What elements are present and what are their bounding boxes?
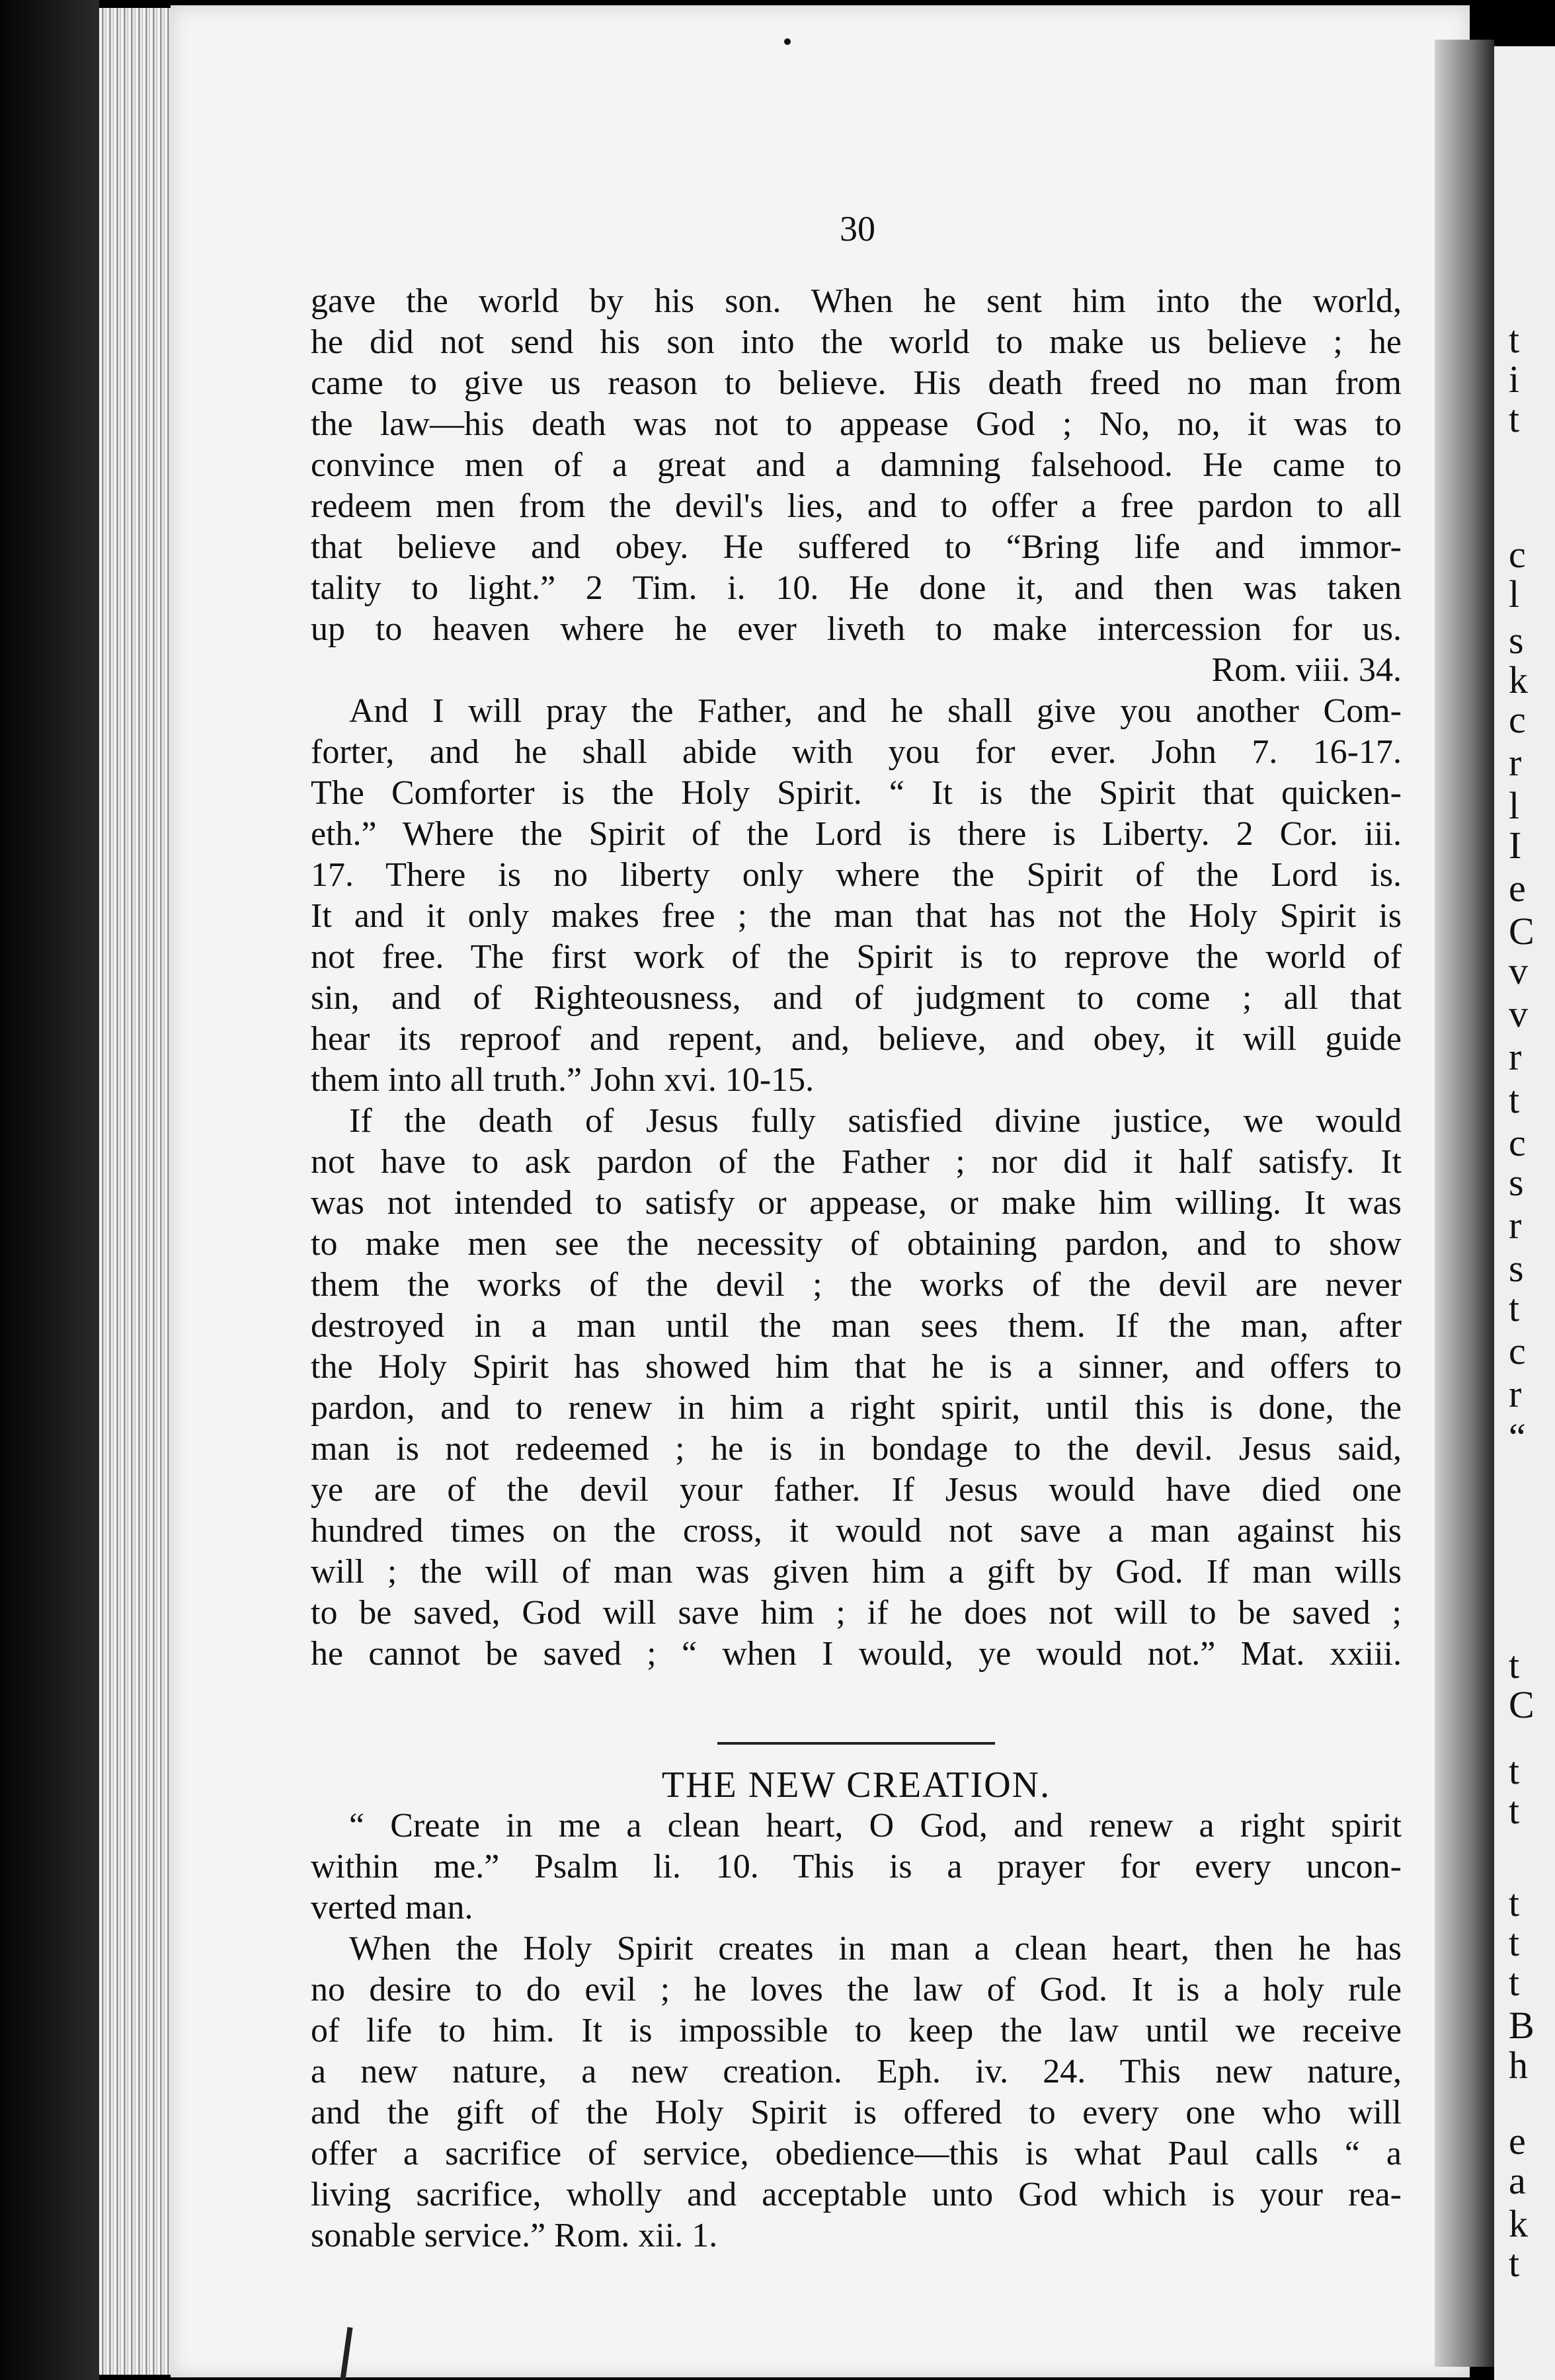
- facing-page-letter: “: [1509, 1415, 1526, 1458]
- facing-page-letter: t: [1509, 1882, 1520, 1924]
- facing-page-letter: r: [1509, 1204, 1522, 1247]
- facing-page-letter: l: [1509, 784, 1520, 827]
- text-line: no desire to do evil ; he loves the law of God. It is a holy rule: [311, 1971, 1402, 2008]
- text-line: ye are of the devil your father. If Jesus would have died one: [311, 1471, 1402, 1509]
- facing-page-letter: a: [1509, 2159, 1526, 2202]
- text-line: offer a sacrifice of service, obedience—this is what Paul calls “ a: [311, 2135, 1402, 2172]
- text-line: convince men of a great and a damning falsehood. He came to: [311, 446, 1402, 484]
- facing-page-letter: s: [1509, 1247, 1524, 1290]
- text-line: the Holy Spirit has showed him that he is a sinner, and offers to: [311, 1348, 1402, 1386]
- text-line: will ; the will of man was given him a gift by God. If man wills: [311, 1553, 1402, 1591]
- facing-page-letter: C: [1509, 1683, 1535, 1726]
- text-line: a new nature, a new creation. Eph. iv. 24. This new nature,: [311, 2053, 1402, 2090]
- scripture-reference: Rom. viii. 34.: [1211, 651, 1402, 689]
- text-line: he did not send his son into the world to make us believe ; he: [311, 323, 1402, 361]
- text-line: not have to ask pardon of the Father ; nor did it half satisfy. It: [311, 1143, 1402, 1181]
- text-line: living sacrifice, wholly and acceptable unto God which is your rea-: [311, 2176, 1402, 2213]
- facing-page-letter: c: [1509, 1329, 1526, 1372]
- facing-page-letter: C: [1509, 910, 1535, 953]
- text-line: and the gift of the Holy Spirit is offered to every one who will: [311, 2094, 1402, 2131]
- facing-page-letter: t: [1509, 1078, 1520, 1121]
- text-line: tality to light.” 2 Tim. i. 10. He done it, and then was taken: [311, 569, 1402, 607]
- facing-page-letter: t: [1509, 1921, 1520, 1964]
- text-line: came to give us reason to believe. His death freed no man from: [311, 364, 1402, 402]
- facing-page-letter: t: [1509, 1287, 1520, 1329]
- text-line: redeem men from the devil's lies, and to offer a free pardon to all: [311, 487, 1402, 525]
- text-line: sonable service.” Rom. xii. 1.: [311, 2217, 718, 2254]
- facing-page-letter: i: [1509, 358, 1520, 401]
- facing-page-letter: I: [1509, 824, 1522, 867]
- facing-page-letter: e: [1509, 2120, 1526, 2162]
- facing-page-letter: l: [1509, 573, 1520, 615]
- facing-page-letter: e: [1509, 867, 1526, 910]
- text-line: It and it only makes free ; the man that has not the Holy Spirit is: [311, 897, 1402, 935]
- text-line: eth.” Where the Spirit of the Lord is there is Liberty. 2 Cor. iii.: [311, 815, 1402, 853]
- facing-page-fragment: [1494, 46, 1555, 2380]
- text-line: When the Holy Spirit creates in man a clean heart, then he has: [349, 1930, 1402, 1967]
- facing-page-letter: t: [1509, 1961, 1520, 2004]
- text-line: gave the world by his son. When he sent him into the world,: [311, 282, 1402, 320]
- text-line: 17. There is no liberty only where the Spirit of the Lord is.: [311, 856, 1402, 894]
- text-line: “ Create in me a clean heart, O God, and renew a right spirit: [349, 1807, 1402, 1844]
- text-line: sin, and of Righteousness, and of judgment to come ; all that: [311, 979, 1402, 1017]
- text-line: them the works of the devil ; the works of the devil are never: [311, 1266, 1402, 1304]
- text-line: that believe and obey. He suffered to “Bring life and immor-: [311, 528, 1402, 566]
- facing-page-letter: r: [1509, 1035, 1522, 1078]
- facing-page-letter: t: [1509, 1789, 1520, 1832]
- facing-page-letter: h: [1509, 2043, 1528, 2086]
- page-number: 30: [840, 209, 875, 249]
- facing-page-letter: c: [1509, 533, 1526, 576]
- text-line: hear its reproof and repent, and, believe, and obey, it will guide: [311, 1020, 1402, 1058]
- text-line: up to heaven where he ever liveth to make intercession for us.: [311, 610, 1402, 648]
- text-line: to make men see the necessity of obtaining pardon, and to show: [311, 1225, 1402, 1263]
- facing-page-letter: r: [1509, 741, 1522, 784]
- text-line: destroyed in a man until the man sees them. If the man, after: [311, 1307, 1402, 1345]
- ink-speck: [784, 38, 791, 45]
- scan-dark-margin: [0, 0, 99, 2380]
- facing-page-letter: k: [1509, 2202, 1528, 2245]
- facing-page-letter: k: [1509, 658, 1528, 701]
- facing-page-letter: t: [1509, 2242, 1520, 2285]
- facing-page-letter: v: [1509, 949, 1528, 992]
- text-line: not free. The first work of the Spirit is to reprove the world of: [311, 938, 1402, 976]
- text-line: The Comforter is the Holy Spirit. “ It is the Spirit that quicken-: [311, 774, 1402, 812]
- facing-page-letter: s: [1509, 619, 1524, 662]
- book-gutter-shadow: [1435, 40, 1494, 2367]
- facing-page-letter: s: [1509, 1161, 1524, 1204]
- body-text: [311, 281, 1402, 2256]
- facing-page-letter: t: [1509, 397, 1520, 440]
- text-line: hundred times on the cross, it would not save a man against his: [311, 1512, 1402, 1550]
- text-line: to be saved, God will save him ; if he does not will to be saved ;: [311, 1594, 1402, 1632]
- text-line: he cannot be saved ; “ when I would, ye would not.” Mat. xxiii.: [311, 1635, 1402, 1673]
- section-spacing: [311, 1675, 1402, 1734]
- facing-page-letter: B: [1509, 2004, 1535, 2047]
- text-line: verted man.: [311, 1889, 473, 1926]
- facing-page-letter: t: [1509, 318, 1520, 361]
- section-heading: THE NEW CREATION.: [661, 1765, 1051, 1805]
- facing-page-letter: v: [1509, 992, 1528, 1035]
- text-line: man is not redeemed ; he is in bondage to the devil. Jesus said,: [311, 1430, 1402, 1468]
- book-page-edges: [99, 8, 172, 2375]
- text-line: of life to him. It is impossible to keep the law until we receive: [311, 2012, 1402, 2049]
- text-line: pardon, and to renew in him a right spirit, until this is done, the: [311, 1389, 1402, 1427]
- text-line: If the death of Jesus fully satisfied divine justice, we would: [349, 1102, 1402, 1140]
- facing-page-letter: t: [1509, 1644, 1520, 1686]
- facing-page-letter: c: [1509, 1121, 1526, 1164]
- facing-page-letter: t: [1509, 1749, 1520, 1792]
- section-divider: [717, 1742, 995, 1745]
- text-line: the law—his death was not to appease God ; No, no, it was to: [311, 405, 1402, 443]
- text-line: And I will pray the Father, and he shall give you another Com-: [349, 692, 1402, 730]
- text-line: forter, and he shall abide with you for ever. John 7. 16-17.: [311, 733, 1402, 771]
- facing-page-letter: r: [1509, 1372, 1522, 1415]
- text-line: within me.” Psalm li. 10. This is a prayer for every uncon-: [311, 1848, 1402, 1885]
- text-line: them into all truth.” John xvi. 10-15.: [311, 1061, 815, 1099]
- text-line: was not intended to satisfy or appease, or make him willing. It was: [311, 1184, 1402, 1222]
- facing-page-letter: c: [1509, 698, 1526, 741]
